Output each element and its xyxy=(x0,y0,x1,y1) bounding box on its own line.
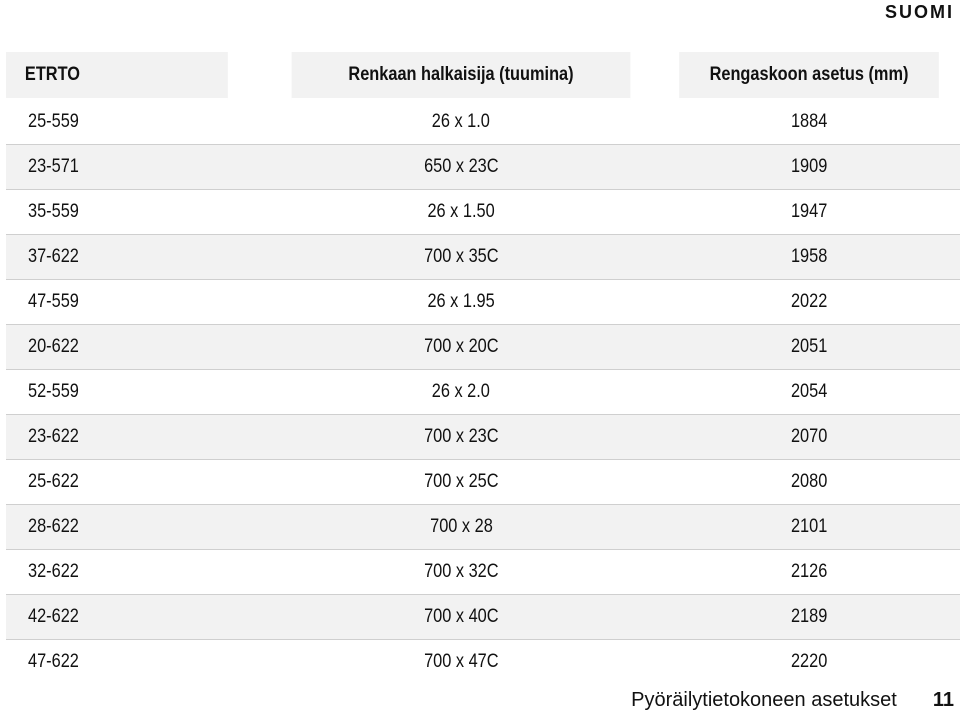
table-row xyxy=(6,100,960,145)
tire-diameter-cell xyxy=(264,595,658,640)
etrto-cell-text: 23-571 xyxy=(28,156,79,177)
tire-diameter-cell-text: 26 x 1.0 xyxy=(431,111,491,132)
etrto-cell xyxy=(6,280,264,325)
tire-diameter-cell-text: 700 x 23C xyxy=(423,426,499,447)
tire-setting-cell xyxy=(658,100,960,145)
etrto-cell-text: 52-559 xyxy=(28,381,79,402)
tire-setting-cell xyxy=(658,550,960,595)
tire-diameter-cell xyxy=(264,640,658,684)
etrto-cell-text: 23-622 xyxy=(28,426,79,447)
tire-setting-cell xyxy=(658,190,960,235)
tire-setting-cell xyxy=(658,280,960,325)
page-number: 11 xyxy=(932,689,954,711)
tire-diameter-cell-text: 700 x 40C xyxy=(423,606,499,627)
tire-setting-cell xyxy=(658,415,960,460)
tire-setting-cell-text: 2051 xyxy=(790,336,828,357)
table-header-row xyxy=(6,52,960,100)
table-row xyxy=(6,460,960,505)
tire-setting-cell-text: 1947 xyxy=(790,201,828,222)
etrto-cell xyxy=(6,190,264,235)
table-row xyxy=(6,550,960,595)
tire-diameter-cell-text: 700 x 35C xyxy=(423,246,499,267)
table-row xyxy=(6,190,960,235)
tire-setting-cell-text: 2101 xyxy=(790,516,828,537)
table-row xyxy=(6,370,960,415)
tire-setting-cell xyxy=(658,640,960,684)
etrto-cell-text: 47-559 xyxy=(28,291,79,312)
tire-diameter-cell-text: 26 x 1.50 xyxy=(427,201,495,222)
tire-setting-cell-text: 2220 xyxy=(790,651,828,672)
tire-setting-cell xyxy=(658,145,960,190)
tire-setting-cell-text: 1909 xyxy=(790,156,828,177)
table-row xyxy=(6,505,960,550)
table-row xyxy=(6,280,960,325)
table-row xyxy=(6,595,960,640)
etrto-cell xyxy=(6,325,264,370)
table-row xyxy=(6,415,960,460)
tire-diameter-cell-text: 700 x 20C xyxy=(423,336,499,357)
tire-diameter-cell xyxy=(264,370,658,415)
etrto-cell-text: 42-622 xyxy=(28,606,79,627)
tire-diameter-cell xyxy=(264,550,658,595)
tire-diameter-cell xyxy=(264,190,658,235)
tire-setting-cell xyxy=(658,505,960,550)
tire-diameter-cell-text: 700 x 32C xyxy=(423,561,499,582)
tire-diameter-cell xyxy=(264,505,658,550)
tire-diameter-cell xyxy=(264,415,658,460)
column-header-tire-diameter: Renkaan halkaisija (tuumina) xyxy=(292,52,631,100)
language-tag: SUOMI xyxy=(884,2,954,22)
etrto-cell-text: 32-622 xyxy=(28,561,79,582)
table-row xyxy=(6,325,960,370)
table-row xyxy=(6,640,960,684)
etrto-cell-text: 37-622 xyxy=(28,246,79,267)
tire-setting-cell-text: 2054 xyxy=(790,381,828,402)
etrto-cell-text: 20-622 xyxy=(28,336,79,357)
tire-diameter-cell-text: 700 x 25C xyxy=(423,471,499,492)
etrto-cell xyxy=(6,595,264,640)
tire-diameter-cell xyxy=(264,325,658,370)
table-row xyxy=(6,235,960,280)
tire-setting-cell-text: 2189 xyxy=(790,606,828,627)
tire-setting-cell-text: 2126 xyxy=(790,561,828,582)
tire-setting-cell-text: 2070 xyxy=(790,426,828,447)
tire-diameter-cell xyxy=(264,280,658,325)
page-footer xyxy=(631,689,954,712)
tire-size-table xyxy=(6,52,960,684)
etrto-cell xyxy=(6,235,264,280)
tire-setting-cell xyxy=(658,595,960,640)
column-header-etrto: ETRTO xyxy=(6,52,228,100)
column-header-tire-setting: Rengaskoon asetus (mm) xyxy=(679,52,939,100)
tire-diameter-cell xyxy=(264,235,658,280)
table-body xyxy=(6,100,960,684)
footer-section-title: Pyöräilytietokoneen asetukset xyxy=(631,689,897,711)
etrto-cell-text: 25-559 xyxy=(28,111,79,132)
tire-diameter-cell-text: 26 x 1.95 xyxy=(427,291,495,312)
etrto-cell xyxy=(6,415,264,460)
etrto-cell xyxy=(6,145,264,190)
table-row xyxy=(6,145,960,190)
tire-setting-cell-text: 1884 xyxy=(790,111,828,132)
tire-setting-cell xyxy=(658,370,960,415)
etrto-cell-text: 35-559 xyxy=(28,201,79,222)
etrto-cell xyxy=(6,460,264,505)
tire-size-table-container xyxy=(6,52,960,684)
tire-diameter-cell-text: 700 x 47C xyxy=(423,651,499,672)
etrto-cell xyxy=(6,370,264,415)
etrto-cell-text: 28-622 xyxy=(28,516,79,537)
tire-setting-cell-text: 2080 xyxy=(790,471,828,492)
tire-diameter-cell xyxy=(264,100,658,145)
etrto-cell xyxy=(6,550,264,595)
etrto-cell xyxy=(6,505,264,550)
tire-setting-cell xyxy=(658,460,960,505)
tire-diameter-cell-text: 700 x 28 xyxy=(429,516,493,537)
tire-diameter-cell-text: 650 x 23C xyxy=(423,156,499,177)
etrto-cell xyxy=(6,640,264,684)
tire-setting-cell xyxy=(658,325,960,370)
tire-diameter-cell-text: 26 x 2.0 xyxy=(431,381,491,402)
etrto-cell xyxy=(6,100,264,145)
tire-setting-cell xyxy=(658,235,960,280)
etrto-cell-text: 47-622 xyxy=(28,651,79,672)
tire-setting-cell-text: 1958 xyxy=(790,246,828,267)
tire-setting-cell-text: 2022 xyxy=(790,291,828,312)
tire-diameter-cell xyxy=(264,460,658,505)
tire-diameter-cell xyxy=(264,145,658,190)
etrto-cell-text: 25-622 xyxy=(28,471,79,492)
